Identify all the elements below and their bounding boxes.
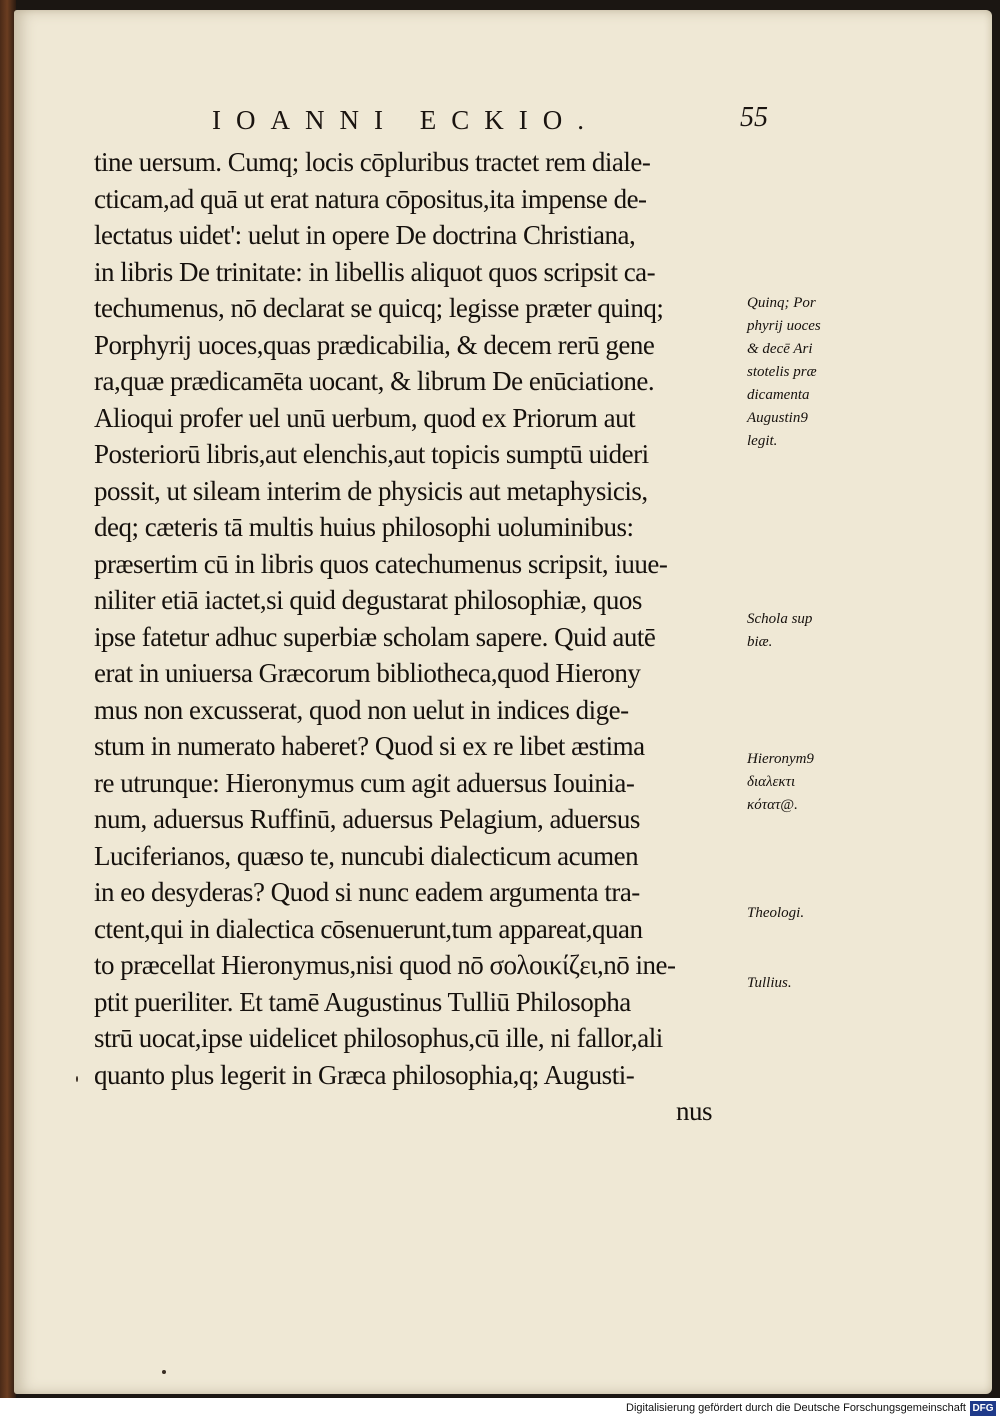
digitization-footer — [0, 1398, 1000, 1420]
text-line: re utrunque: Hieronymus cum agit aduersus Iouinia- — [94, 767, 635, 798]
marginal-note-schola — [747, 608, 867, 654]
marginal-line: Schola sup — [747, 611, 813, 627]
marginal-note-hieronymus — [747, 748, 867, 817]
text-line: ipse fatetur adhuc superbiæ scholam sapere. Quid autē — [94, 621, 656, 652]
paper-speck — [76, 1076, 78, 1082]
text-line: quanto plus legerit in Græca philosophia,q; Augusti- — [94, 1059, 635, 1090]
marginal-line: stotelis præ — [747, 364, 817, 380]
text-line: erat in uniuersa Græcorum bibliotheca,quod Hierony — [94, 658, 641, 688]
text-line: deq; cæteris tā multis huius philosophi uoluminibus: — [94, 512, 634, 542]
page-number: 55 — [740, 102, 768, 133]
text-line: possit, ut sileam interim de physicis aut metaphysicis, — [94, 475, 648, 506]
funding-credit: Digitalisierung gefördert durch die Deutsche Forschungsgemeinschaft — [626, 1402, 966, 1414]
paper-speck — [162, 1370, 166, 1374]
text-line: techumenus, nō declarat se quicq; legisse præter quinq; — [94, 293, 664, 323]
text-line: cticam,ad quā ut erat natura cōpositus,ita impense de- — [94, 183, 647, 214]
marginal-line: Theologi. — [747, 905, 805, 921]
catchword: nus — [676, 1096, 713, 1126]
marginal-note-tullius — [747, 972, 867, 995]
text-line: mus non excusserat, quod non uelut in indices dige- — [94, 694, 629, 725]
text-line: præsertim cū in libris quos catechumenus scripsit, iuue- — [94, 548, 668, 579]
text-line: stum in numerato haberet? Quod si ex re libet æstima — [94, 731, 645, 761]
text-line: niliter etiā iactet,si quid degustarat philosophiæ, quos — [94, 585, 642, 615]
marginal-line: διαλεκτι — [747, 774, 796, 790]
text-line: ptit pueriliter. Et tamē Augustinus Tulliū Philosopha — [94, 986, 631, 1017]
marginal-note-porphyry — [747, 292, 867, 453]
marginal-line: Quinq; Por — [747, 295, 816, 311]
text-line: strū uocat,ipse uidelicet philosophus,cū ille, ni fallor,ali — [94, 1023, 663, 1053]
text-line: tine uersum. Cumq; locis cōpluribus tractet rem diale- — [94, 147, 651, 177]
marginal-line: Tullius. — [747, 975, 792, 991]
text-line: in eo desyderas? Quod si nunc eadem argumenta tra- — [94, 877, 640, 907]
marginal-note-theologi — [747, 902, 867, 925]
text-line: in libris De trinitate: in libellis aliquot quos scripsit ca- — [94, 256, 656, 287]
marginal-line: Hieronym9 — [747, 751, 814, 767]
book-page — [14, 10, 992, 1394]
text-line: ra,quæ prædicamēta uocant, & librum De enūciatione. — [94, 366, 655, 396]
marginal-line: dicamenta — [747, 387, 810, 403]
text-line: to præcellat Hieronymus,nisi quod nō σολοικίζει,nō ine- — [94, 950, 676, 980]
dfg-logo-icon: DFG — [970, 1401, 996, 1416]
marginal-line: κότατ@. — [747, 797, 798, 813]
text-line: Posteriorū libris,aut elenchis,aut topicis sumptū uideri — [94, 439, 649, 469]
text-line: lectatus uidet': uelut in opere De doctrina Christiana, — [94, 220, 636, 250]
marginal-line: & decē Ari — [747, 341, 813, 357]
marginal-line: legit. — [747, 433, 778, 449]
text-line: num, aduersus Ruffinū, aduersus Pelagium, aduersus — [94, 804, 640, 834]
body-text — [94, 144, 744, 1130]
marginal-line: Augustin9 — [747, 410, 808, 426]
running-title: IOANNI ECKIO. — [212, 105, 599, 135]
text-line: ctent,qui in dialectica cōsenuerunt,tum appareat,quan — [94, 913, 643, 944]
marginal-line: biæ. — [747, 634, 773, 650]
marginal-line: phyrij uoces — [747, 318, 821, 334]
text-line: Luciferianos, quæso te, nuncubi dialecticum acumen — [94, 840, 639, 871]
text-line: Alioqui profer uel unū uerbum, quod ex Priorum aut — [94, 402, 636, 433]
text-line: Porphyrij uoces,quas prædicabilia, & decem rerū gene — [94, 329, 655, 360]
